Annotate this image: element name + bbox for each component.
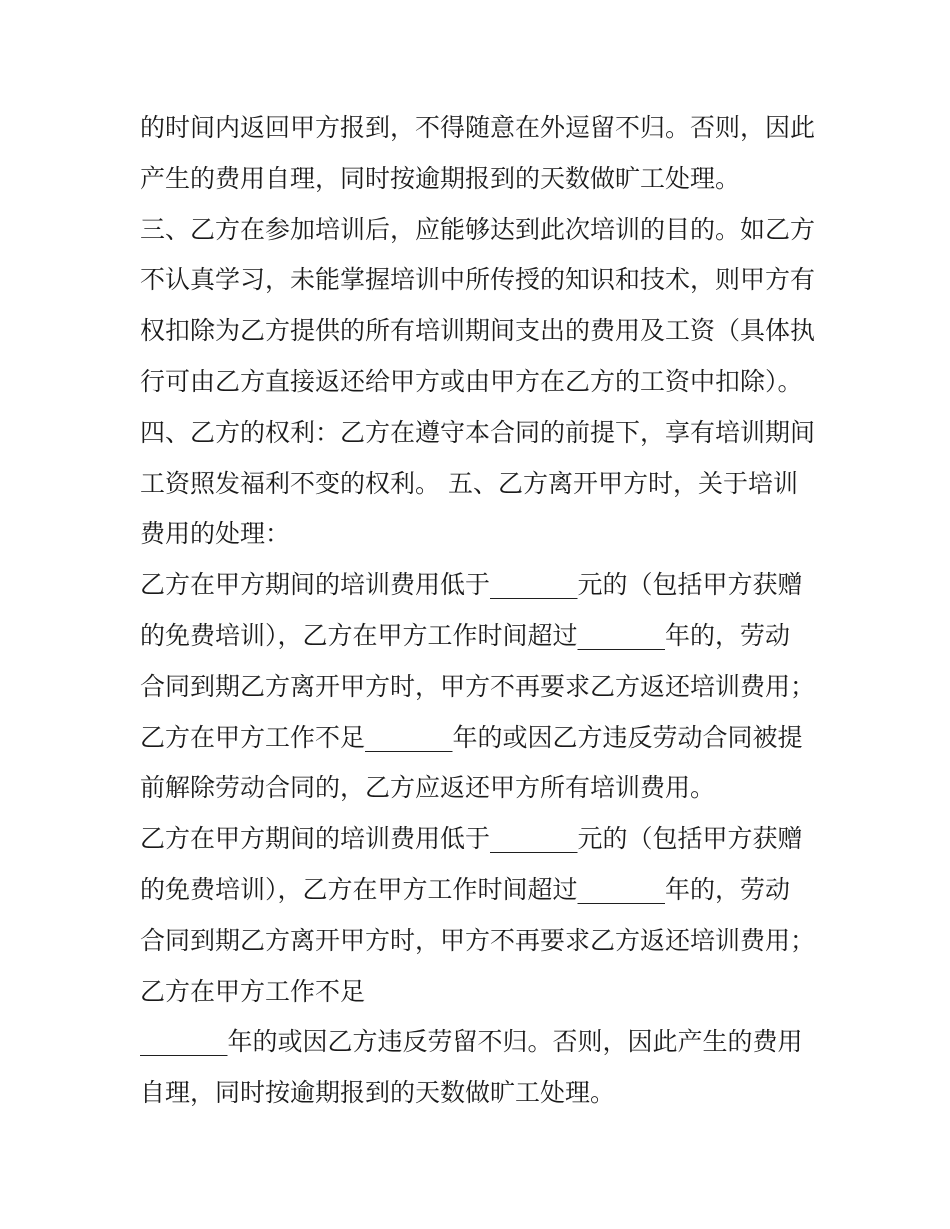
text-line: 自理，同时按逾期报到的天数做旷工处理。 <box>140 1078 616 1108</box>
text-line: 三、乙方在参加培训后，应能够达到此次培训的目的。如乙方 <box>140 214 816 244</box>
document-body <box>140 103 830 1119</box>
text-line: 行可由乙方直接返还给甲方或由甲方在乙方的工资中扣除）。 <box>140 366 803 396</box>
text-line: 产生的费用自理，同时按逾期报到的天数做旷工处理。 <box>140 163 741 193</box>
text-line: 的免费培训），乙方在甲方工作时间超过_______年的，劳动 <box>140 620 791 650</box>
text-line: 的免费培训），乙方在甲方工作时间超过_______年的，劳动 <box>140 874 791 904</box>
text-line: 权扣除为乙方提供的所有培训期间支出的费用及工资（具体执 <box>140 316 816 346</box>
text-line: 前解除劳动合同的，乙方应返还甲方所有培训费用。 <box>140 773 716 803</box>
text-line: 乙方在甲方期间的培训费用低于_______元的（包括甲方获赠 <box>140 570 803 600</box>
text-line: 乙方在甲方工作不足_______年的或因乙方违反劳动合同被提 <box>140 722 803 752</box>
text-line: _______年的或因乙方违反劳留不归。否则，因此产生的费用 <box>140 1027 803 1057</box>
text-line: 合同到期乙方离开甲方时，甲方不再要求乙方返还培训费用； <box>140 671 816 701</box>
text-line: 四、乙方的权利：乙方在遵守本合同的前提下，享有培训期间 <box>140 417 816 447</box>
text-line: 乙方在甲方期间的培训费用低于_______元的（包括甲方获赠 <box>140 824 803 854</box>
text-line: 乙方在甲方工作不足 <box>140 976 366 1006</box>
text-line: 不认真学习，未能掌握培训中所传授的知识和技术，则甲方有 <box>140 265 816 295</box>
text-line: 费用的处理： <box>140 519 291 549</box>
text-line: 合同到期乙方离开甲方时，甲方不再要求乙方返还培训费用； <box>140 925 816 955</box>
text-line: 工资照发福利不变的权利。 五、乙方离开甲方时，关于培训 <box>140 468 798 498</box>
text-line: 的时间内返回甲方报到，不得随意在外逗留不归。否则，因此 <box>140 113 816 142</box>
